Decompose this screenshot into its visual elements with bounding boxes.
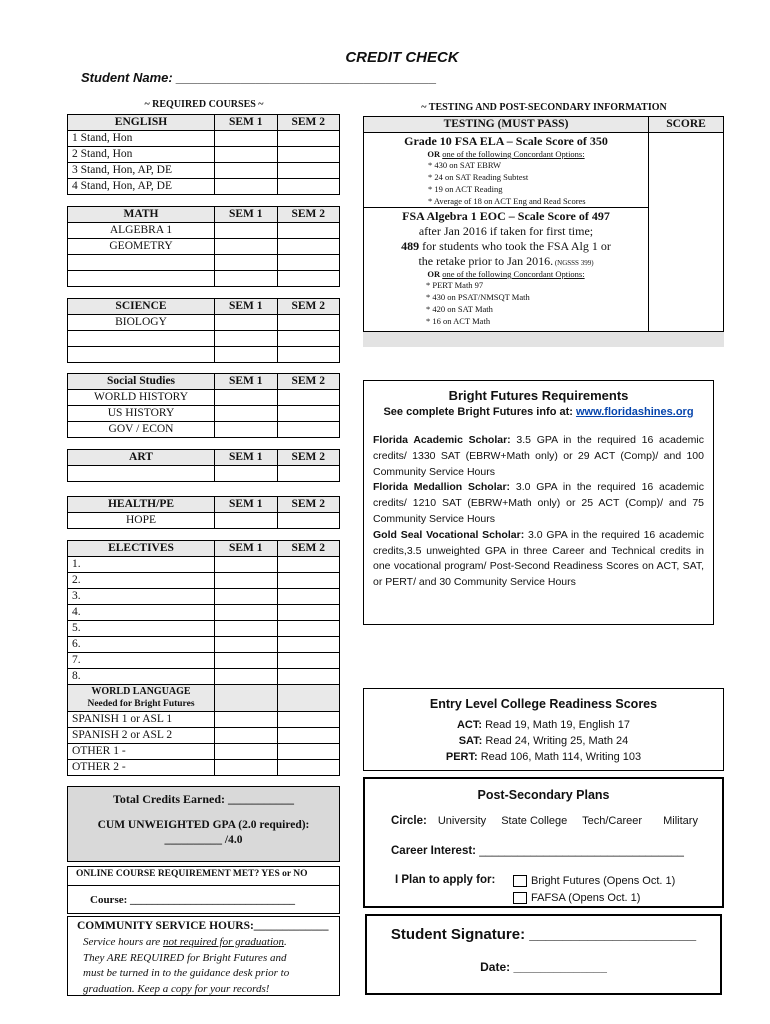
course-row: SPANISH 2 or ASL 2 (68, 728, 215, 744)
gold-seal-text: Gold Seal Vocational Scholar: 3.0 GPA in the required 16 academic credits,3.5 unweighted GPA in three Career and Technical credits in one vocational program/ Post-Second Readiness Scores on ACT, SAT, or PERT/ and 30 Community Service Hours (373, 528, 704, 589)
sem1-cell[interactable] (215, 223, 278, 239)
gpa-label: CUM UNWEIGHTED GPA (2.0 required): (97, 819, 310, 831)
course-row (68, 271, 215, 287)
sem1-cell[interactable] (215, 653, 278, 669)
course-row: OTHER 2 - (68, 760, 215, 776)
college-readiness-box (363, 688, 724, 771)
course-row: 3 Stand, Hon, AP, DE (68, 163, 215, 179)
course-row: ALGEBRA 1 (68, 223, 215, 239)
elective-row: 6. (68, 637, 215, 653)
sem2-cell[interactable] (277, 653, 340, 669)
sem2-cell[interactable] (277, 513, 340, 529)
bright-futures-info: See complete Bright Futures info at: www.floridashines.org (383, 406, 694, 418)
course-row (68, 331, 215, 347)
course-row: 1 Stand, Hon (68, 131, 215, 147)
sem2-header: SEM 2 (277, 450, 340, 466)
totals-box (67, 786, 340, 862)
act-scores: ACT: Read 19, Math 19, English 17 (456, 719, 631, 731)
testing-footer-shade (363, 332, 724, 347)
college-readiness-title: Entry Level College Readiness Scores (429, 697, 658, 711)
english-header: ENGLISH (68, 115, 215, 131)
health-pe-header: HEALTH/PE (68, 497, 215, 513)
sem2-cell[interactable] (277, 637, 340, 653)
fafsa-checkbox[interactable]: FAFSA (Opens Oct. 1) (513, 890, 675, 907)
medallion-scholar-text: Florida Medallion Scholar: 3.0 GPA in the required 16 academic credits/ 1210 SAT (EBRW+Math only) or 25 ACT (Comp)/ and 75 Community Service Hours (373, 481, 704, 525)
sem2-cell[interactable] (277, 271, 340, 287)
course-row: GOV / ECON (68, 422, 215, 438)
sem1-cell[interactable] (215, 255, 278, 271)
sem1-cell[interactable] (215, 712, 278, 728)
sem1-cell[interactable] (215, 271, 278, 287)
score-column-header: SCORE (666, 118, 706, 130)
algebra-score-cell[interactable] (649, 208, 723, 332)
electives-table (67, 540, 340, 776)
course-row: BIOLOGY (68, 315, 215, 331)
social-studies-table (67, 373, 340, 438)
sem1-cell[interactable] (215, 573, 278, 589)
sem1-cell[interactable] (215, 331, 278, 347)
sem2-cell[interactable] (277, 557, 340, 573)
ela-requirement: Grade 10 FSA ELA – Scale Score of 350 OR one of the following Concordant Options: * 430 on SAT EBRW * 24 on SAT Reading Subtest * 19 on ACT Reading * Average of 18 on ACT Eng and Read Scores (404, 134, 608, 206)
elective-row: 3. (68, 589, 215, 605)
math-header: MATH (68, 207, 215, 223)
page-title: CREDIT CHECK (345, 49, 459, 66)
course-row: SPANISH 1 or ASL 1 (68, 712, 215, 728)
sem2-cell[interactable] (277, 315, 340, 331)
sem1-cell[interactable] (215, 466, 278, 482)
english-table (67, 114, 340, 195)
course-row (68, 466, 215, 482)
social-studies-header: Social Studies (68, 374, 215, 390)
post-secondary-title: Post-Secondary Plans (477, 788, 610, 802)
sem1-cell[interactable] (215, 406, 278, 422)
sem1-header: SEM 1 (215, 374, 278, 390)
sem2-cell[interactable] (277, 422, 340, 438)
online-course-field[interactable]: Course: ______________________________ (90, 894, 296, 906)
sem1-cell[interactable] (215, 315, 278, 331)
course-row: 2 Stand, Hon (68, 147, 215, 163)
sat-scores: SAT: Read 24, Writing 25, Math 24 (458, 735, 629, 747)
sem2-cell[interactable] (277, 712, 340, 728)
sem2-header: SEM 2 (277, 115, 340, 131)
sem1-cell[interactable] (215, 513, 278, 529)
sem1-cell[interactable] (215, 621, 278, 637)
elective-row: 4. (68, 605, 215, 621)
algebra-requirement: FSA Algebra 1 EOC – Scale Score of 497 after Jan 2016 if taken for first time; 489 for students who took the FSA Alg 1 or the retake prior to Jan 2016. (NGSSS 399) OR one of the following Concordant Options: * PERT Math 97 * 430 on PSAT/NMSQT Math * 420 on SAT Math * 16 on ACT Math (401, 209, 611, 326)
option-military[interactable]: Military (663, 815, 698, 827)
sem1-cell[interactable] (215, 131, 278, 147)
sem1-cell[interactable] (215, 669, 278, 685)
sem2-header: SEM 2 (277, 541, 340, 557)
student-signature-field[interactable]: Student Signature: ____________________ (390, 926, 697, 943)
elective-row: 8. (68, 669, 215, 685)
sem2-cell[interactable] (277, 466, 340, 482)
bright-futures-title: Bright Futures Requirements (448, 388, 629, 403)
art-table (67, 449, 340, 482)
sem1-cell[interactable] (215, 422, 278, 438)
total-credits-field[interactable]: Total Credits Earned: ___________ (112, 792, 294, 806)
sem2-header: SEM 2 (277, 207, 340, 223)
sem1-cell[interactable] (215, 347, 278, 363)
testing-caption: ~ TESTING AND POST-SECONDARY INFORMATION (421, 102, 667, 113)
option-tech-career[interactable]: Tech/Career (582, 815, 643, 827)
sem2-header: SEM 2 (277, 497, 340, 513)
sem2-cell[interactable] (277, 744, 340, 760)
sem2-cell[interactable] (277, 605, 340, 621)
sem2-cell[interactable] (277, 255, 340, 271)
floridashines-link[interactable]: www.floridashines.org (575, 406, 694, 418)
career-interest-field[interactable]: Career Interest: ________________________________ (391, 845, 684, 857)
math-table (67, 206, 340, 287)
sem1-cell[interactable] (215, 637, 278, 653)
elective-row: 2. (68, 573, 215, 589)
required-courses-caption: ~ REQUIRED COURSES ~ (144, 99, 264, 110)
electives-header: ELECTIVES (68, 541, 215, 557)
sem2-cell[interactable] (277, 728, 340, 744)
sem1-cell[interactable] (215, 605, 278, 621)
course-row: WORLD HISTORY (68, 390, 215, 406)
art-header: ART (68, 450, 215, 466)
apply-label: I Plan to apply for: (395, 874, 496, 886)
health-pe-table (67, 496, 340, 529)
community-service-box (67, 916, 340, 996)
elective-row: 1. (68, 557, 215, 573)
sem2-cell[interactable] (277, 760, 340, 776)
course-row (68, 347, 215, 363)
world-language-header: WORLD LANGUAGE Needed for Bright Futures (68, 685, 215, 712)
gpa-field[interactable]: __________ /4.0 (164, 834, 243, 846)
sem2-cell[interactable] (277, 147, 340, 163)
sem2-header: SEM 2 (277, 299, 340, 315)
sem2-cell[interactable] (277, 573, 340, 589)
online-requirement-question: ONLINE COURSE REQUIREMENT MET? YES or NO (76, 869, 308, 879)
sem1-cell[interactable] (215, 390, 278, 406)
science-header: SCIENCE (68, 299, 215, 315)
course-row: OTHER 1 - (68, 744, 215, 760)
circle-label: Circle: (391, 815, 427, 827)
community-service-note: Service hours are not required for graduation. They ARE REQUIRED for Bright Futures and must be turned in to the guidance desk prior to graduation. Keep a copy for your records! (83, 936, 290, 995)
science-table (67, 298, 340, 363)
sem2-cell[interactable] (277, 390, 340, 406)
sem1-cell[interactable] (215, 147, 278, 163)
sem2-cell[interactable] (277, 406, 340, 422)
ela-score-cell[interactable] (649, 133, 723, 207)
sem2-cell[interactable] (277, 589, 340, 605)
date-field[interactable]: Date: ______________ (480, 960, 607, 974)
sem1-header: SEM 1 (215, 115, 278, 131)
sem2-cell[interactable] (277, 621, 340, 637)
course-row: HOPE (68, 513, 215, 529)
sem2-cell[interactable] (277, 131, 340, 147)
signature-box (365, 914, 722, 995)
post-secondary-box (363, 777, 724, 908)
course-row: US HISTORY (68, 406, 215, 422)
bright-futures-box (363, 380, 714, 625)
pert-scores: PERT: Read 106, Math 114, Writing 103 (445, 751, 642, 763)
sem1-cell[interactable] (215, 744, 278, 760)
sem1-cell[interactable] (215, 239, 278, 255)
testing-table (363, 116, 724, 332)
bright-futures-checkbox[interactable]: Bright Futures (Opens Oct. 1) (513, 873, 675, 890)
sem2-header: SEM 2 (277, 374, 340, 390)
course-row: 4 Stand, Hon, AP, DE (68, 179, 215, 195)
testing-column-header: TESTING (MUST PASS) (443, 118, 569, 130)
elective-row: 5. (68, 621, 215, 637)
sem2-cell[interactable] (277, 669, 340, 685)
sem1-header: SEM 1 (215, 450, 278, 466)
sem2-cell[interactable] (277, 223, 340, 239)
sem2-cell[interactable] (277, 179, 340, 195)
sem2-cell[interactable] (277, 347, 340, 363)
sem2-cell[interactable] (277, 331, 340, 347)
online-course-box (67, 866, 340, 914)
sem1-header: SEM 1 (215, 497, 278, 513)
sem1-cell[interactable] (215, 163, 278, 179)
sem1-header: SEM 1 (215, 299, 278, 315)
sem1-cell[interactable] (215, 557, 278, 573)
sem1-header: SEM 1 (215, 207, 278, 223)
sem1-cell[interactable] (215, 179, 278, 195)
sem1-header: SEM 1 (215, 541, 278, 557)
student-name-field[interactable]: Student Name: ____________________________________ (81, 70, 437, 85)
elective-row: 7. (68, 653, 215, 669)
course-row: GEOMETRY (68, 239, 215, 255)
community-service-field[interactable]: COMMUNITY SERVICE HOURS:_____________ (77, 920, 329, 932)
sem1-cell[interactable] (215, 728, 278, 744)
option-state-college[interactable]: State College (501, 815, 568, 827)
sem2-cell[interactable] (277, 239, 340, 255)
course-row (68, 255, 215, 271)
sem1-cell[interactable] (215, 760, 278, 776)
sem1-cell[interactable] (215, 589, 278, 605)
academic-scholar-text: Florida Academic Scholar: 3.5 GPA in the required 16 academic credits/ 1330 SAT (EBRW+Math only) or 29 ACT (Comp)/ and 100 Community Service Hours (373, 434, 704, 478)
sem2-cell[interactable] (277, 163, 340, 179)
option-university[interactable]: University (437, 815, 487, 827)
